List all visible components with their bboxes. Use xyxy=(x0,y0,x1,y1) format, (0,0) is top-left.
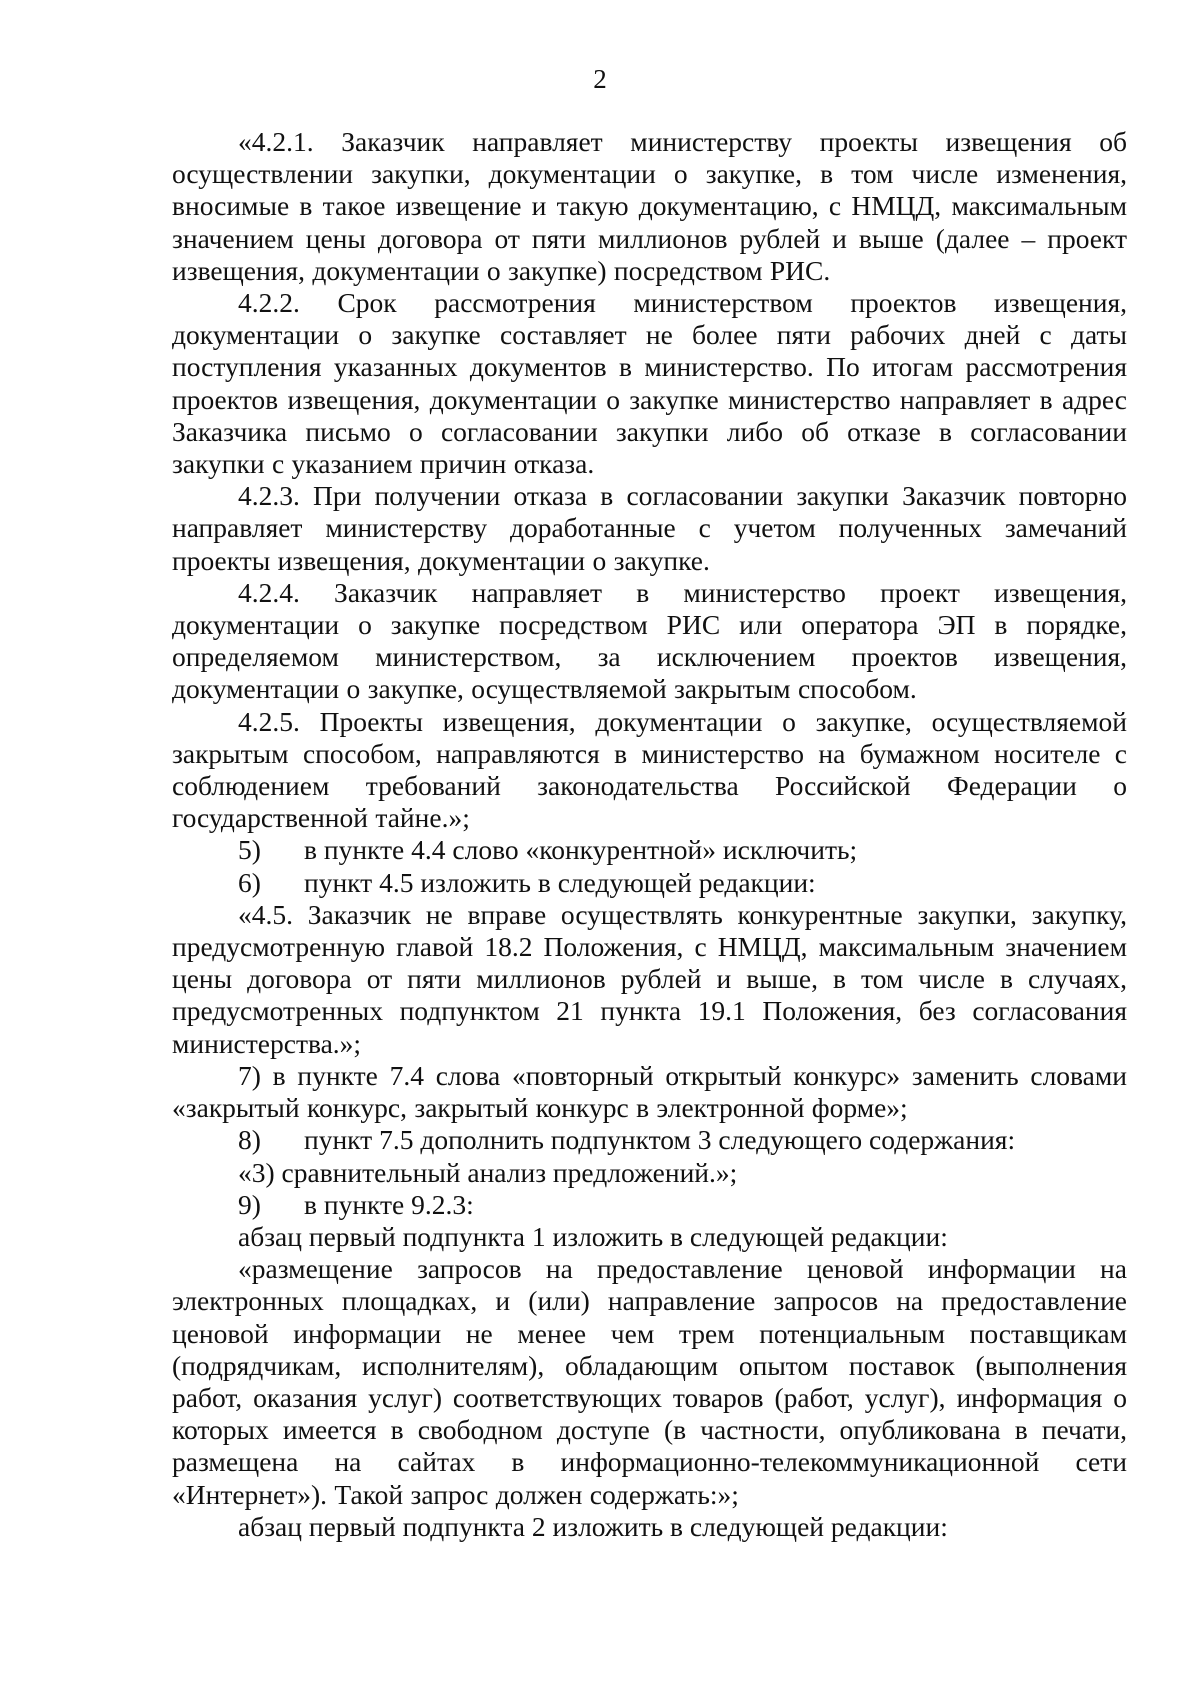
page-number: 2 xyxy=(593,64,607,94)
list-item-number: 9) xyxy=(238,1188,261,1220)
paragraph-4-2-3: 4.2.3. При получении отказа в согласовании закупки Заказчик повторно направляет министерству доработанные с учетом полученных замечаний проекты извещения, документации о закупке. xyxy=(172,480,1127,576)
list-item-text: в пункте 9.2.3: xyxy=(304,1188,474,1220)
list-item-8 xyxy=(172,1124,1127,1156)
subitem-3-text: «3) сравнительный анализ предложений.»; xyxy=(238,1156,738,1188)
paragraph-4-2-2: 4.2.2. Срок рассмотрения министерством проектов извещения, документации о закупке составляет не более пяти рабочих дней с даты поступления указанных документов в министерство. По итогам рассмотрения проектов извещения, документации о закупке министерство направляет в адрес Заказчика письмо о согласовании закупки либо об отказе в согласовании закупки с указанием причин отказа. xyxy=(172,287,1127,480)
list-item-number: 5) xyxy=(238,834,261,866)
paragraph-4-2-5: 4.2.5. Проекты извещения, документации о закупке, осуществляемой закрытым способом, направляются в министерство на бумажном носителе с соблюдением требований законодательства Российской Федерации о государственной тайне.»; xyxy=(172,705,1127,834)
list-item-7: 7) в пункте 7.4 слова «повторный открытый конкурс» заменить словами «закрытый конкурс, закрытый конкурс в электронной форме»; xyxy=(172,1059,1127,1124)
list-item-text: в пункте 4.4 слово «конкурентной» исключить; xyxy=(304,834,858,866)
paragraph-subitem-1-intro: абзац первый подпункта 1 изложить в следующей редакции: xyxy=(238,1220,948,1252)
paragraph-subitem-2-intro: абзац первый подпункта 2 изложить в следующей редакции: xyxy=(238,1510,948,1542)
list-item-5 xyxy=(172,834,1127,866)
list-item-9 xyxy=(172,1189,1127,1221)
paragraph-4-2-1: «4.2.1. Заказчик направляет министерству проекты извещения об осуществлении закупки, документации о закупке, в том числе изменения, вносимые в такое извещение и такую документацию, с НМЦД, максимальным значением цены договора от пяти миллионов рублей и выше (далее – проект извещения, документации о закупке) посредством РИС. xyxy=(172,126,1127,286)
document-body xyxy=(172,126,1127,1543)
list-item-text: пункт 7.5 дополнить подпунктом 3 следующего содержания: xyxy=(304,1124,1016,1156)
list-item-6 xyxy=(172,867,1127,899)
paragraph-price-requests: «размещение запросов на предоставление ценовой информации на электронных площадках, и (или) направление запросов на предоставление ценовой информации не менее чем трем потенциальным поставщикам (подрядчикам, исполнителям), обладающим опытом поставок (выполнения работ, оказания услуг) соответствующих товаров (работ, услуг), информация о которых имеется в свободном доступе (в частности, опубликована в печати, размещена на сайтах в информационно-телекоммуникационной сети «Интернет»). Такой запрос должен содержать:»; xyxy=(172,1253,1127,1510)
list-item-number: 8) xyxy=(238,1124,261,1156)
list-item-text: пункт 4.5 изложить в следующей редакции: xyxy=(304,866,816,898)
list-item-number: 6) xyxy=(238,866,261,898)
paragraph-4-5: «4.5. Заказчик не вправе осуществлять конкурентные закупки, закупку, предусмотренную главой 18.2 Положения, с НМЦД, максимальным значением цены договора от пяти миллионов рублей и выше, в том числе в случаях, предусмотренных подпунктом 21 пункта 19.1 Положения, без согласования министерства.»; xyxy=(172,898,1127,1059)
paragraph-4-2-4: 4.2.4. Заказчик направляет в министерство проект извещения, документации о закупке посредством РИС или оператора ЭП в порядке, определяемом министерством, за исключением проектов извещения, документации о закупке, осуществляемой закрытым способом. xyxy=(172,576,1127,705)
